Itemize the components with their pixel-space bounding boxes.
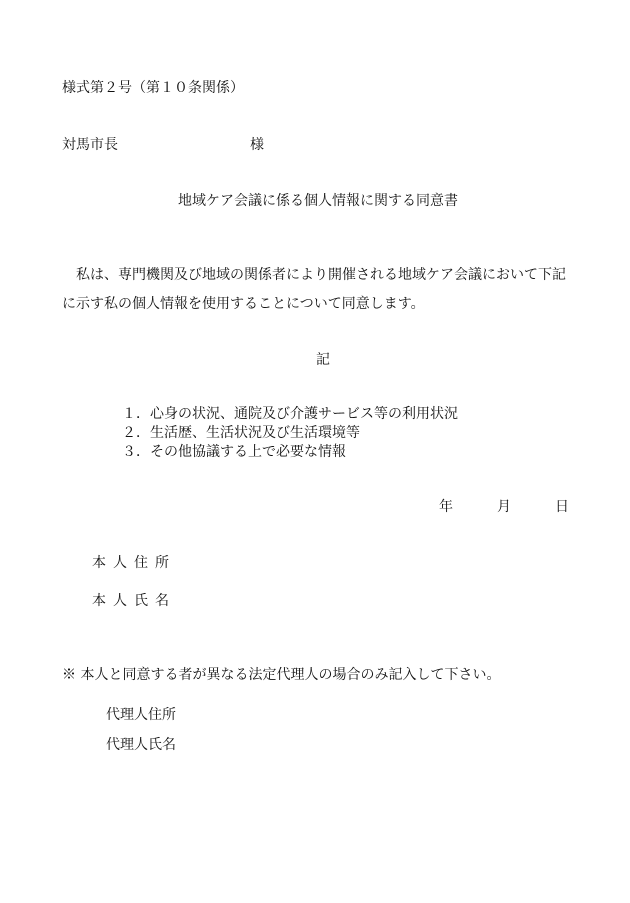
agent-note: ※ 本人と同意する者が異なる法定代理人の場合のみ記入して下さい。 (62, 667, 501, 683)
date-month: 月 (497, 499, 511, 515)
agent-address-label: 代理人住所 (106, 707, 176, 723)
list-item-1: １．心身の状況、通院及び介護サービス等の利用状況 (122, 406, 458, 422)
date-year: 年 (439, 499, 453, 515)
list-item-2: ２．生活歴、生活状況及び生活環境等 (122, 425, 360, 441)
addressee-recipient: 対馬市長 (62, 137, 118, 153)
list-item-3: ３．その他協議する上で必要な情報 (122, 444, 346, 460)
form-number: 様式第２号（第１０条関係） (62, 80, 244, 96)
addressee-honorific: 様 (250, 137, 264, 153)
agent-name-label: 代理人氏名 (106, 737, 176, 753)
ki-heading: 記 (316, 352, 330, 368)
person-address-label: 本人住所 (92, 555, 176, 571)
body-line-1: 私は、専門機関及び地域の関係者により開催される地域ケア会議において下記 (76, 267, 566, 283)
date-day: 日 (555, 499, 569, 515)
person-name-label: 本人氏名 (92, 593, 176, 609)
body-line-2: に示す私の個人情報を使用することについて同意します。 (62, 296, 425, 312)
document-title: 地域ケア会議に係る個人情報に関する同意書 (178, 193, 458, 209)
